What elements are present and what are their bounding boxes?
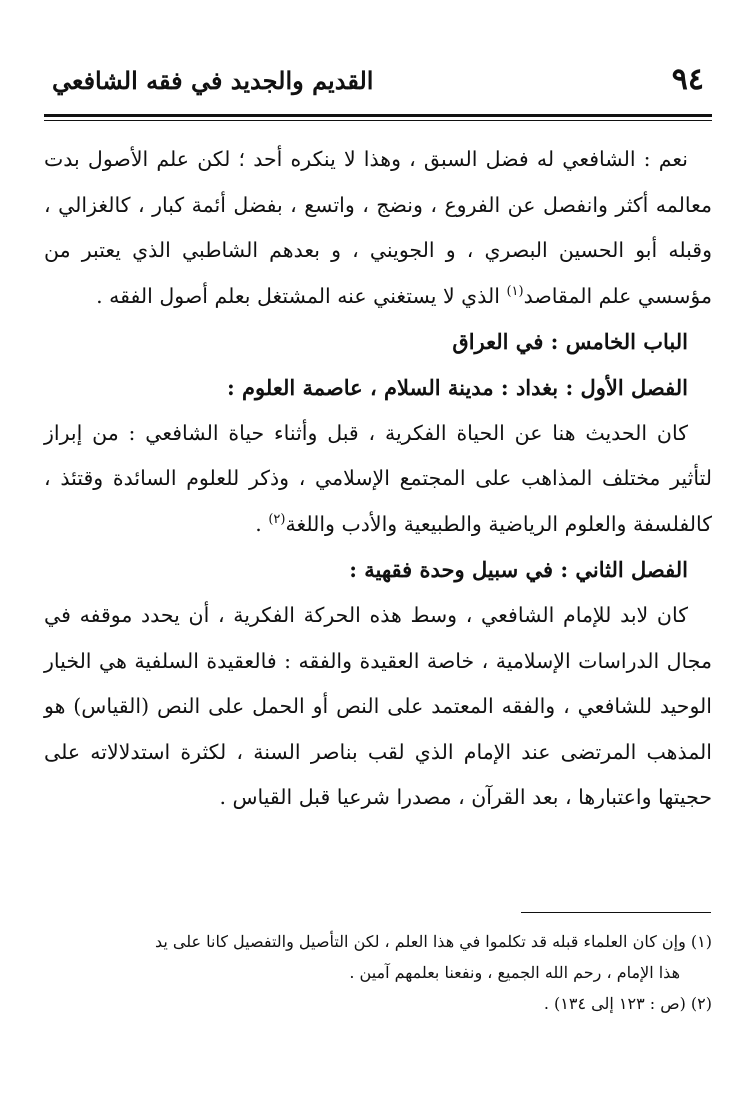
- header-rule-thin: [44, 120, 712, 121]
- body-text: [44, 137, 712, 821]
- page: [44, 62, 712, 821]
- paragraph-1-text-end: الذي لا يستغني عنه المشتغل بعلم أصول الفقه .: [96, 283, 507, 308]
- footnotes: [44, 926, 712, 1019]
- footnote-1-line-2: هذا الإمام ، رحم الله الجميع ، ونفعنا بعلمهم آمين .: [349, 963, 680, 982]
- paragraph-3: كان لابد للإمام الشافعي ، وسط هذه الحركة الفكرية ، أن يحدد موقفه في مجال الدراسات الإسلامية ، خاصة العقيدة والفقه : فالعقيدة السلفية هي الخيار الوحيد للشافعي ، والفقه المعتمد على النص أو الحمل على النص (القياس) هو المذهب المرتضى عند الإمام الذي لقب بناصر السنة ، لكثرة استدلالاته على حجيتها واعتبارها ، بعد القرآن ، مصدرا شرعيا قبل القياس .: [44, 602, 712, 810]
- footnote-ref-1: (١): [506, 283, 524, 299]
- heading-fasl-1: الفصل الأول : بغداد : مدينة السلام ، عاصمة العلوم :: [226, 374, 688, 400]
- paragraph-2: [44, 411, 712, 548]
- footnote-ref-2: (٢): [268, 511, 286, 527]
- paragraph-1-text: نعم : الشافعي له فضل السبق ، وهذا لا ينكره أحد ؛ لكن علم الأصول بدت معالمه أكثر وانفصل عن الفروع ، ونضج ، واتسع ، بفضل أئمة كبار ، كالغزالي ، وقبله أبو الحسين البصري ، و الجويني ، و بعدهم الشاطبي الذي يعتبر من مؤسسي علم المقاصد: [44, 147, 712, 308]
- footnote-1-line-1: (١) وإن كان العلماء قبله قد تكلموا في هذا العلم ، لكن التأصيل والتفصيل كانا على يد: [154, 932, 712, 951]
- footnote-2: (٢) (ص : ١٢٣ إلى ١٣٤) .: [543, 994, 712, 1013]
- footnote-separator: [521, 912, 711, 913]
- running-head: [44, 62, 712, 110]
- header-rule-thick: [44, 114, 712, 117]
- paragraph-1: [44, 137, 712, 319]
- paragraph-2-text: كان الحديث هنا عن الحياة الفكرية ، قبل وأثناء حياة الشافعي : من إبراز لتأثير مختلف المذاهب على المجتمع الإسلامي ، وذكر للعلوم السائدة وقتئذ ، كالفلسفة والعلوم الرياضية والطبيعية والأدب واللغة: [44, 420, 712, 536]
- heading-bab-5: الباب الخامس : في العراق: [452, 329, 688, 355]
- page-number: ٩٤: [671, 62, 704, 97]
- running-title: القديم والجديد في فقه الشافعي: [52, 66, 374, 95]
- paragraph-2-text-end: .: [255, 511, 269, 536]
- heading-fasl-2: الفصل الثاني : في سبيل وحدة فقهية :: [349, 557, 688, 583]
